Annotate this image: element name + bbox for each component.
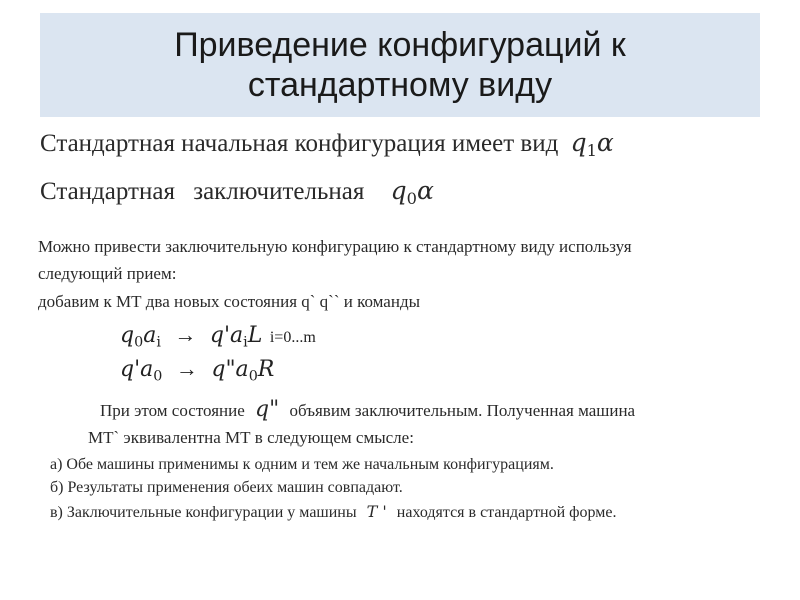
title-line-2: стандартному виду <box>247 66 553 104</box>
command-1-range: i=0...m <box>269 329 316 346</box>
title-line-1: Приведение конфигураций к <box>174 26 626 64</box>
standard-final-formula: $q_0\alpha$ <box>390 176 434 208</box>
standard-final-word1: Стандартная <box>40 178 175 205</box>
standard-initial-line <box>40 128 614 160</box>
paragraph-line-3: добавим к МТ два новых состояния q` q`` и команды <box>38 292 421 311</box>
command-1: $q_0a_i \to q'a_iL$ i=0...m <box>120 322 316 351</box>
item-c: в) Заключительные конфигурации у машины T ' находятся в стандартной форме. <box>50 502 617 521</box>
paragraph-line-2: следующий прием: <box>38 264 177 283</box>
equivalence-line: МТ` эквивалентна МТ в следующем смысле: <box>88 428 414 447</box>
title-box <box>40 13 760 117</box>
paragraph-line-1: Можно привести заключительную конфигурацию к стандартному виду используя <box>38 237 632 256</box>
standard-final-line <box>40 176 434 208</box>
standard-initial-formula: $q_1\alpha$ <box>570 128 614 160</box>
standard-final-word2: заключительная <box>193 178 365 205</box>
item-c-symbol: T ' <box>366 502 387 521</box>
command-2: $q'a_0$ → $q"a_0R$ <box>120 356 275 385</box>
final-state-symbol: q" <box>255 397 280 422</box>
item-a: а) Обе машины применимы к одним и тем же начальным конфигурациям. <box>50 456 554 473</box>
item-b: б) Результаты применения обеих машин совпадают. <box>50 479 403 496</box>
standard-initial-text: Стандартная начальная конфигурация имеет вид <box>40 130 559 157</box>
final-statement: При этом состояние q" объявим заключительным. Полученная машина <box>100 397 636 422</box>
